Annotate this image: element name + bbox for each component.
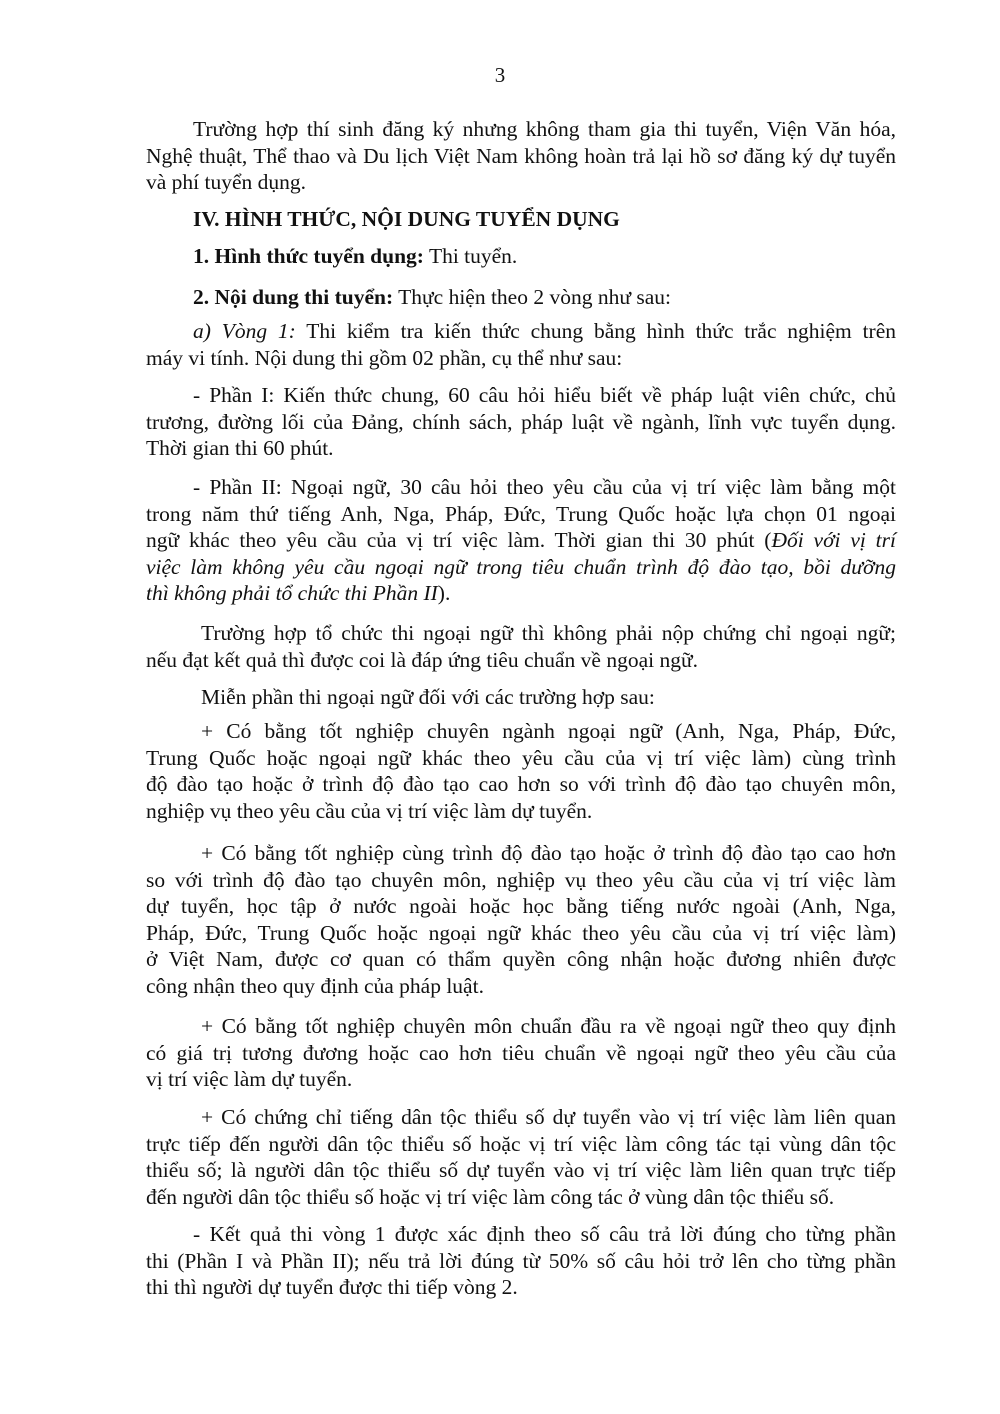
text-line: Miễn phần thi ngoại ngữ đối với các trường hợp sau: — [201, 685, 655, 709]
section-heading-text: IV. HÌNH THỨC, NỘI DUNG TUYỂN DỤNG — [193, 207, 620, 231]
section-heading — [146, 206, 896, 233]
paragraph-part-1 — [146, 382, 896, 462]
exemption-item-3 — [146, 1013, 896, 1093]
text-line: thi (Phần I và Phần II); nếu trả lời đúng từ 50% số câu hỏi trở lên cho từng phần — [146, 1248, 896, 1273]
text-line: + Có bằng tốt nghiệp cùng trình độ đào tạo hoặc ở trình độ đào tạo cao hơn — [201, 841, 896, 865]
text-line: trực tiếp đến người dân tộc thiểu số hoặc vị trí việc làm công tác tại vùng dân tộc — [146, 1131, 896, 1156]
paragraph-round-1 — [146, 318, 896, 371]
note-italic: thì không phải tổ chức thi Phần II — [146, 581, 438, 605]
text-segment: ). — [437, 581, 451, 605]
text-line: trong năm thứ tiếng Anh, Nga, Pháp, Đức, Trung Quốc hoặc lựa chọn 01 ngoại — [146, 501, 896, 526]
recruitment-form-label: 1. Hình thức tuyển dụng: — [193, 244, 424, 268]
text-line: Trường hợp tổ chức thi ngoại ngữ thì không phải nộp chứng chỉ ngoại ngữ; — [201, 621, 896, 645]
text-line: trương, đường lối của Đảng, chính sách, pháp luật về ngành, lĩnh vực tuyển dụng. — [146, 409, 896, 434]
recruitment-form-value: Thi tuyển. — [423, 244, 518, 268]
page-number: 3 — [494, 63, 506, 87]
text-line: thi thì người dự tuyển được thi tiếp vòng 2. — [146, 1275, 518, 1299]
paragraph-foreign-language-exam — [146, 620, 896, 673]
text-line: Pháp, Đức, Trung Quốc hoặc ngoại ngữ khác theo yêu cầu của vị trí việc làm) — [146, 920, 896, 945]
text-line: dự tuyển, học tập ở nước ngoài hoặc học bằng tiếng nước ngoài (Anh, Nga, — [146, 894, 896, 918]
exemption-item-2 — [146, 840, 896, 999]
paragraph-round-1-result — [146, 1221, 896, 1301]
round-1-text: Thi kiểm tra kiến thức chung bằng hình thức trắc nghiệm trên — [295, 319, 896, 343]
paragraph-no-refund — [146, 116, 896, 196]
text-line: - Phần I: Kiến thức chung, 60 câu hỏi hiểu biết về pháp luật viên chức, chủ — [193, 383, 896, 407]
text-line: Thời gian thi 60 phút. — [146, 436, 334, 460]
text-line: máy vi tính. Nội dung thi gồm 02 phần, cụ thể như sau: — [146, 345, 623, 370]
text-segment: ngữ khác theo yêu cầu của vị trí việc làm. Thời gian thi 30 phút ( — [146, 528, 772, 552]
note-italic: việc làm không yêu cầu ngoại ngữ trong tiêu chuẩn trình độ đào tạo, bồi dưỡng — [146, 554, 896, 579]
text-line: công nhận theo quy định của pháp luật. — [146, 973, 484, 998]
text-line: Nghệ thuật, Thể thao và Du lịch Việt Nam không hoàn trả lại hồ sơ đăng ký dự tuyển — [146, 143, 896, 168]
text-line: Trung Quốc hoặc ngoại ngữ khác theo yêu cầu của vị trí việc làm) cùng trình — [146, 745, 896, 770]
text-line: Trường hợp thí sinh đăng ký nhưng không tham gia thi tuyển, Viện Văn hóa, — [193, 117, 896, 141]
text-line: vị trí việc làm dự tuyển. — [146, 1067, 353, 1091]
text-line: so với trình độ đào tạo chuyên môn, nghiệp vụ theo yêu cầu của vị trí việc làm — [146, 867, 896, 892]
paragraph-recruitment-form — [146, 243, 896, 270]
text-line: nếu đạt kết quả thì được coi là đáp ứng tiêu chuẩn về ngoại ngữ. — [146, 647, 699, 672]
text-line: - Phần II: Ngoại ngữ, 30 câu hỏi theo yêu cầu của vị trí việc làm bằng một — [193, 475, 896, 499]
text-line: + Có bằng tốt nghiệp chuyên môn chuẩn đầu ra về ngoại ngữ theo quy định — [201, 1014, 896, 1038]
text-line: + Có chứng chỉ tiếng dân tộc thiểu số dự tuyển vào vị trí việc làm liên quan — [201, 1105, 896, 1129]
exam-content-label: 2. Nội dung thi tuyển: — [193, 285, 394, 309]
text-line: + Có bằng tốt nghiệp chuyên ngành ngoại ngữ (Anh, Nga, Pháp, Đức, — [201, 719, 896, 743]
paragraph-part-2 — [146, 474, 896, 607]
exemption-item-1 — [146, 718, 896, 824]
text-line: đến người dân tộc thiểu số hoặc vị trí việc làm công tác ở vùng dân tộc thiểu số. — [146, 1184, 835, 1209]
text-line: ở Việt Nam, được cơ quan có thẩm quyền công nhận hoặc đương nhiên được — [146, 947, 896, 971]
text-line: thiểu số; là người dân tộc thiểu số dự tuyển vào vị trí việc làm liên quan trực tiếp — [146, 1158, 896, 1182]
paragraph-exemption-intro — [146, 684, 896, 711]
text-line: và phí tuyển dụng. — [146, 170, 307, 194]
paragraph-exam-content — [146, 284, 896, 311]
exemption-item-4 — [146, 1104, 896, 1210]
round-1-label: a) Vòng 1: — [193, 319, 296, 343]
text-line: - Kết quả thi vòng 1 được xác định theo số câu trả lời đúng cho từng phần — [193, 1222, 896, 1246]
note-italic: Đối với vị trí — [771, 528, 896, 552]
text-line: có giá trị tương đương hoặc cao hơn tiêu chuẩn về ngoại ngữ theo yêu cầu của — [146, 1040, 896, 1065]
text-line: độ đào tạo hoặc ở trình độ đào tạo cao hơn so với trình độ đào tạo chuyên môn, — [146, 772, 896, 796]
exam-content-value: Thực hiện theo 2 vòng như sau: — [393, 285, 672, 309]
text-line: nghiệp vụ theo yêu cầu của vị trí việc làm dự tuyển. — [146, 798, 593, 823]
